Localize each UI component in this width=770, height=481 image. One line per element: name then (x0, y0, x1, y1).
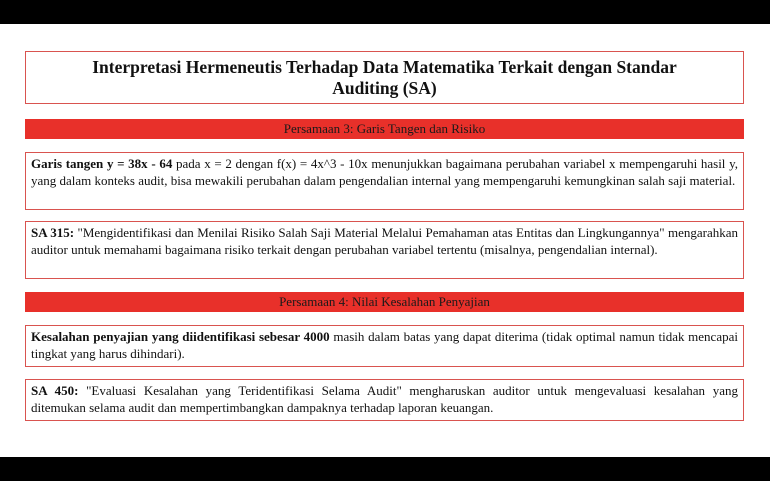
sa-315-paragraph (25, 221, 744, 279)
misstatement-paragraph (25, 325, 744, 367)
sa-450-paragraph (25, 379, 744, 421)
tangent-line-paragraph (25, 152, 744, 210)
sa-450-lead: SA 450: (31, 383, 79, 398)
page-title: Interpretasi Hermeneutis Terhadap Data Matematika Terkait dengan Standar Auditing (SA) (25, 51, 744, 104)
tangent-line-text: pada x = 2 dengan f(x) = 4x^3 - 10x menunjukkan bagaimana perubahan variabel x mempengaruhi hasil y, yang dalam konteks audit, bisa mewakili perubahan dalam pengendalian internal yang mempengaruhi kemungkinan salah saji material. (31, 156, 738, 188)
sa-450-text: "Evaluasi Kesalahan yang Teridentifikasi Selama Audit" mengharuskan auditor untuk mengevaluasi kesalahan yang ditemukan selama audit dan mempertimbangkan dampaknya terhadap laporan keuangan. (31, 383, 738, 415)
tangent-line-lead: Garis tangen y = 38x - 64 (31, 156, 173, 171)
sa-315-lead: SA 315: (31, 225, 75, 240)
misstatement-lead: Kesalahan penyajian yang diidentifikasi sebesar 4000 (31, 329, 330, 344)
section-header-equation-3: Persamaan 3: Garis Tangen dan Risiko (25, 119, 744, 139)
slide (0, 24, 770, 457)
misstatement-text: masih dalam batas yang dapat diterima (tidak optimal namun tidak mencapai tingkat yang harus dihindari). (31, 329, 738, 361)
section-header-equation-4: Persamaan 4: Nilai Kesalahan Penyajian (25, 292, 744, 312)
sa-315-text: "Mengidentifikasi dan Menilai Risiko Salah Saji Material Melalui Pemahaman atas Entitas dan Lingkungannya" mengarahkan auditor untuk memahami bagaimana risiko terkait dengan perubahan variabel tertentu (misalnya, pengendalian internal). (31, 225, 738, 257)
